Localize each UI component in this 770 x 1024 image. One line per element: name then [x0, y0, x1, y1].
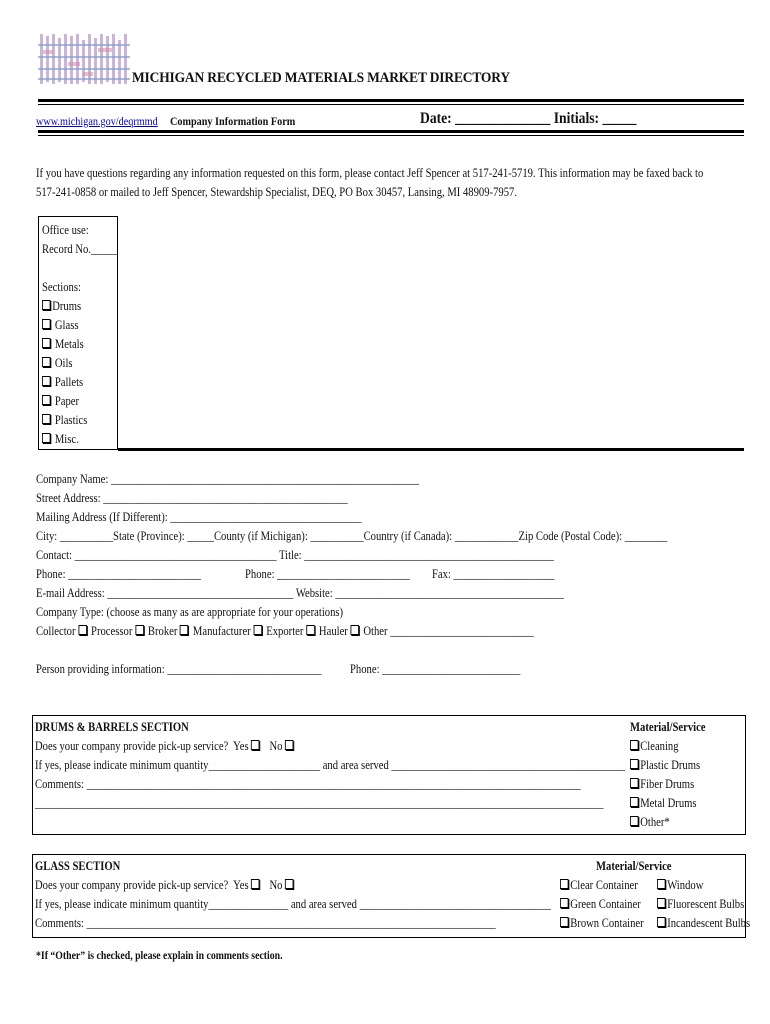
- header-rule-bottom: [38, 130, 744, 133]
- checkbox-icon: [285, 740, 294, 750]
- section-checkbox-oils[interactable]: Oils: [42, 356, 73, 371]
- checkbox-icon: [78, 625, 87, 635]
- glass-material-clear[interactable]: Clear Container: [560, 878, 638, 893]
- section-checkbox-drums[interactable]: Drums: [42, 299, 81, 314]
- checkbox-icon: [180, 625, 189, 635]
- section-checkbox-paper[interactable]: Paper: [42, 394, 79, 409]
- record-number-field[interactable]: Record No._____: [42, 242, 118, 256]
- checkbox-icon: [306, 625, 315, 635]
- checkbox-icon: [560, 917, 569, 927]
- drums-min-qty-field[interactable]: If yes, please indicate minimum quantity_____________________ and area served ____________________________________________: [35, 758, 626, 772]
- checkbox-icon: [135, 625, 144, 635]
- checkbox-icon: [251, 879, 259, 889]
- checkbox-icon: [42, 338, 51, 348]
- checkbox-icon: [42, 376, 51, 386]
- mailing-address-field[interactable]: Mailing Address (If Different): ____________________________________: [36, 510, 362, 524]
- checkbox-icon: [42, 300, 51, 310]
- office-use-label: Office use:: [42, 223, 89, 237]
- website-link[interactable]: www.michigan.gov/deqrmmd: [36, 114, 158, 128]
- checkbox-icon: [630, 816, 639, 826]
- section-checkbox-plastics[interactable]: Plastics: [42, 413, 87, 428]
- checkbox-icon: [630, 759, 639, 769]
- glass-min-qty-field[interactable]: If yes, please indicate minimum quantity_______________ and area served ____________________________________: [35, 897, 551, 911]
- date-initials-field[interactable]: Date: ______________ Initials: _____: [420, 110, 637, 127]
- checkbox-icon: [42, 414, 51, 424]
- glass-material-window[interactable]: Window: [657, 878, 703, 893]
- glass-material-fluorescent[interactable]: Fluorescent Bulbs: [657, 897, 744, 912]
- michigan-deq-logo: [38, 32, 130, 90]
- company-name-field[interactable]: Company Name: __________________________________________________________: [36, 472, 420, 486]
- checkbox-icon: [42, 357, 51, 367]
- section-checkbox-pallets[interactable]: Pallets: [42, 375, 83, 390]
- checkbox-icon: [657, 917, 666, 927]
- footnote: *If “Other” is checked, please explain in comments section.: [36, 950, 283, 962]
- header-rule-mid: [38, 104, 744, 105]
- drums-material-other[interactable]: Other*: [630, 815, 670, 830]
- glass-pickup-question: Does your company provide pick-up service? Yes No: [35, 878, 295, 893]
- header-rule-bottom-thin: [38, 135, 744, 136]
- checkbox-icon: [351, 625, 360, 635]
- drums-material-metal[interactable]: Metal Drums: [630, 796, 697, 811]
- glass-pickup-no[interactable]: No: [269, 878, 295, 892]
- glass-material-header: Material/Service: [596, 859, 672, 873]
- contact-title-field[interactable]: Contact: ______________________________________ Title: _______________________________________________: [36, 548, 554, 562]
- checkbox-icon: [42, 319, 51, 329]
- glass-material-incandescent[interactable]: Incandescent Bulbs: [657, 916, 750, 931]
- checkbox-icon: [560, 879, 569, 889]
- checkbox-icon: [657, 879, 666, 889]
- drums-comments-line-2[interactable]: ___________________________________________________________________________________________________________: [35, 796, 604, 810]
- drums-pickup-question: Does your company provide pick-up service? Yes No: [35, 739, 295, 754]
- checkbox-icon: [630, 740, 639, 750]
- glass-material-green[interactable]: Green Container: [560, 897, 641, 912]
- company-type-options: [36, 624, 534, 639]
- type-other-field[interactable]: Other ___________________________: [363, 624, 534, 638]
- sections-label: Sections:: [42, 280, 81, 294]
- glass-section: [32, 854, 751, 938]
- drums-material-plastic[interactable]: Plastic Drums: [630, 758, 700, 773]
- page-title: MICHIGAN RECYCLED MATERIALS MARKET DIRECTORY: [132, 70, 510, 86]
- checkbox-icon: [251, 740, 259, 750]
- person-phone-field[interactable]: Phone: __________________________: [350, 662, 521, 676]
- glass-material-brown[interactable]: Brown Container: [560, 916, 644, 931]
- type-broker[interactable]: Broker: [148, 624, 190, 638]
- drums-pickup-yes[interactable]: Yes: [233, 739, 261, 753]
- person-providing-field[interactable]: Person providing information: _____________________________: [36, 662, 322, 676]
- office-use-box: [38, 216, 118, 450]
- city-state-zip-field[interactable]: City: __________State (Province): _____County (if Michigan): __________Country (if Canada): ____________Zip Code (Postal Code): ________: [36, 529, 668, 543]
- office-box-rule: [118, 448, 744, 451]
- checkbox-icon: [560, 898, 569, 908]
- type-manufacturer[interactable]: Manufacturer: [193, 624, 264, 638]
- section-checkbox-metals[interactable]: Metals: [42, 337, 84, 352]
- drums-material-header: Material/Service: [630, 720, 706, 734]
- section-checkbox-misc[interactable]: Misc.: [42, 432, 79, 447]
- drums-material-fiber[interactable]: Fiber Drums: [630, 777, 694, 792]
- checkbox-icon: [42, 433, 51, 443]
- form-name: Company Information Form: [170, 114, 296, 128]
- checkbox-icon: [285, 879, 294, 889]
- type-collector[interactable]: Collector: [36, 624, 88, 638]
- glass-pickup-yes[interactable]: Yes: [233, 878, 261, 892]
- glass-comments-field[interactable]: Comments: _____________________________________________________________________________: [35, 916, 496, 930]
- type-exporter[interactable]: Exporter: [266, 624, 316, 638]
- drums-pickup-no[interactable]: No: [269, 739, 295, 753]
- header-rule-top: [38, 99, 744, 102]
- glass-section-title: GLASS SECTION: [35, 859, 121, 873]
- drums-material-cleaning[interactable]: Cleaning: [630, 739, 679, 754]
- phone-field-2[interactable]: Phone: _________________________: [245, 567, 410, 581]
- company-type-label: Company Type: (choose as many as are appropriate for your operations): [36, 605, 344, 619]
- checkbox-icon: [42, 395, 51, 405]
- drums-barrels-section: [32, 715, 746, 835]
- checkbox-icon: [630, 797, 639, 807]
- intro-paragraph: If you have questions regarding any information requested on this form, please contact Jeff Spencer at 517-241-5719. This information may be faxed back to 517-241-0858 or mailed to Jeff Spencer, Stewardship Specialist, DEQ, PO Box 30457, Lansing, MI 48909-7957.: [36, 166, 704, 199]
- drums-comments-field[interactable]: Comments: _____________________________________________________________________________________________: [35, 777, 581, 791]
- email-website-field[interactable]: E-mail Address: ___________________________________ Website: ___________________________________________: [36, 586, 564, 600]
- fax-field[interactable]: Fax: ___________________: [432, 567, 555, 581]
- checkbox-icon: [253, 625, 262, 635]
- drums-section-title: DRUMS & BARRELS SECTION: [35, 720, 189, 734]
- phone-field[interactable]: Phone: _________________________: [36, 567, 201, 581]
- checkbox-icon: [657, 898, 666, 908]
- type-hauler[interactable]: Hauler: [319, 624, 361, 638]
- checkbox-icon: [630, 778, 639, 788]
- type-processor[interactable]: Processor: [91, 624, 145, 638]
- street-address-field[interactable]: Street Address: ______________________________________________: [36, 491, 348, 505]
- section-checkbox-glass[interactable]: Glass: [42, 318, 78, 333]
